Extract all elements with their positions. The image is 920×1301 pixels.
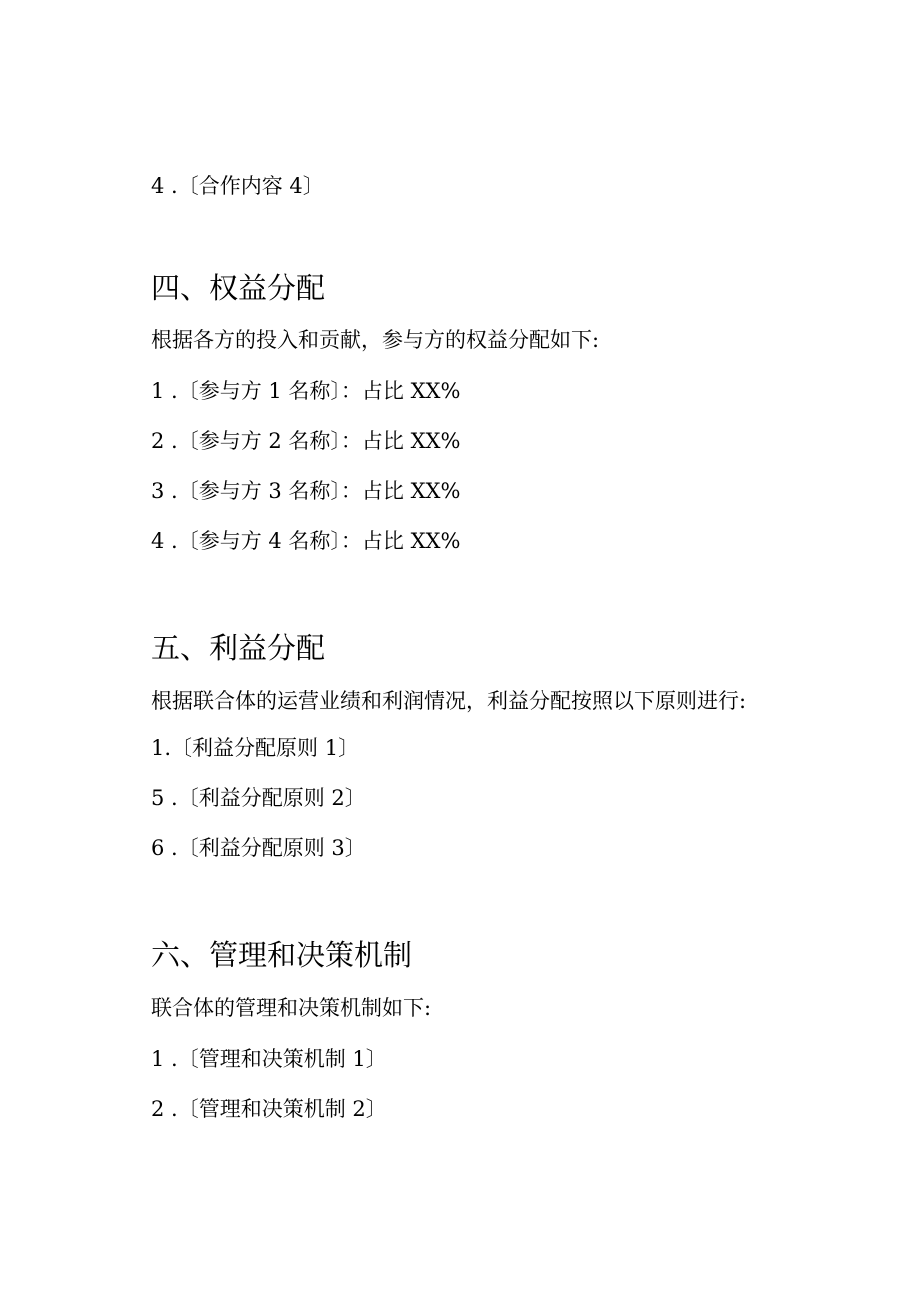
section-heading-management: 六、管理和决策机制 (151, 938, 413, 972)
list-item: 4 .〔合作内容 4〕 (151, 174, 324, 198)
list-item: 1 .〔参与方 1 名称〕：占比 XX% (151, 379, 461, 403)
section-heading-rights: 四、权益分配 (151, 271, 326, 305)
section-intro: 根据各方的投入和贡献，参与方的权益分配如下: (151, 328, 600, 352)
list-item: 3 .〔参与方 3 名称〕：占比 XX% (151, 479, 461, 503)
list-item: 6 .〔利益分配原则 3〕 (151, 836, 366, 860)
section-intro: 根据联合体的运营业绩和利润情况，利益分配按照以下原则进行: (151, 689, 747, 713)
list-item: 1 .〔管理和决策机制 1〕 (151, 1047, 387, 1071)
section-intro: 联合体的管理和决策机制如下: (151, 996, 432, 1020)
list-item: 1.〔利益分配原则 1〕 (151, 736, 360, 760)
section-heading-profit: 五、利益分配 (151, 631, 326, 665)
list-item: 2 .〔管理和决策机制 2〕 (151, 1097, 387, 1121)
list-item: 2 .〔参与方 2 名称〕：占比 XX% (151, 429, 461, 453)
list-item: 4 .〔参与方 4 名称〕：占比 XX% (151, 529, 461, 553)
list-item: 5 .〔利益分配原则 2〕 (151, 786, 366, 810)
